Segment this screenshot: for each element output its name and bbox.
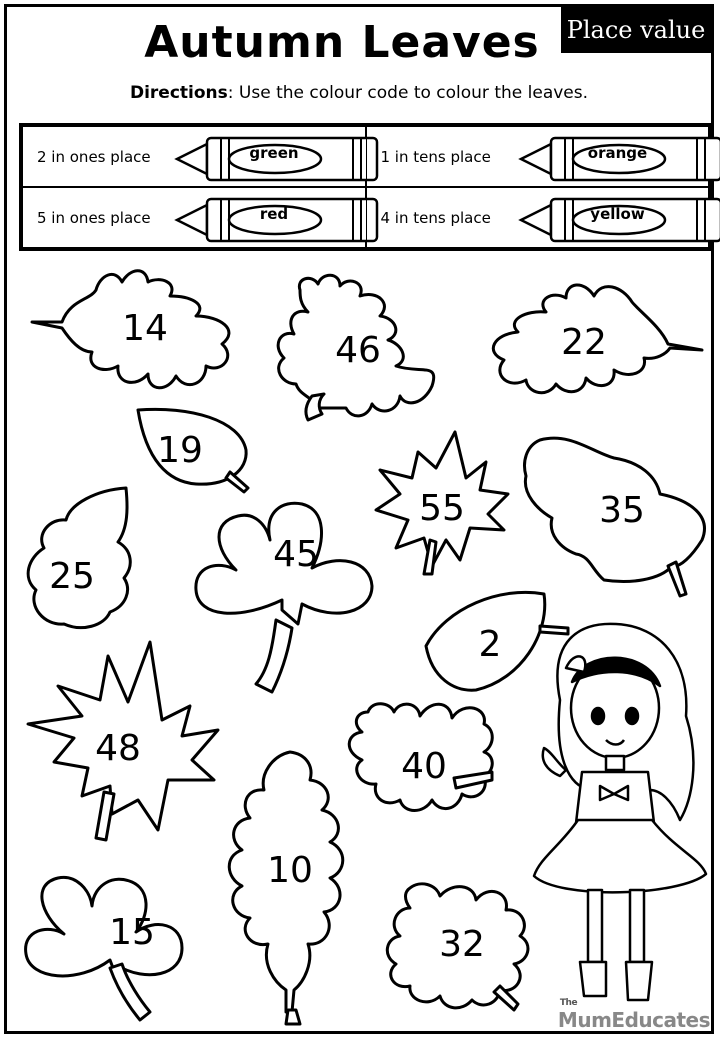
colour-label: yellow [590, 205, 645, 223]
leaf-number: 19 [157, 430, 203, 471]
girl-illustration [534, 624, 706, 1000]
topic-tag: Place value [561, 7, 711, 53]
leaf-40[interactable] [349, 704, 492, 811]
leaf-number: 14 [122, 308, 168, 349]
leaf-number: 45 [273, 534, 319, 575]
leaf-number: 55 [419, 488, 465, 529]
logo-small: The [559, 998, 578, 1008]
leaf-number: 15 [109, 912, 155, 953]
leaf-32[interactable] [387, 884, 528, 1010]
code-rule: 1 in tens place [380, 147, 491, 166]
leaf-number: 25 [49, 556, 95, 597]
directions-label: Directions [129, 83, 228, 103]
leaf-10[interactable] [229, 752, 343, 1024]
code-rule: 4 in tens place [380, 208, 491, 227]
worksheet-title: Autumn Leaves [144, 17, 540, 68]
leaf-22[interactable] [493, 285, 702, 393]
leaf-14[interactable] [32, 271, 229, 388]
leaf-25[interactable] [28, 488, 130, 628]
leaf-number: 35 [599, 490, 645, 531]
leaf-46[interactable] [278, 275, 434, 420]
leaf-number: 10 [267, 850, 313, 891]
code-rule: 2 in ones place [37, 147, 151, 166]
directions-text: : Use the colour code to colour the leaves. [227, 83, 589, 103]
colour-label: orange [587, 144, 648, 162]
logo-name: MumEducates [557, 1008, 710, 1032]
leaf-15[interactable] [26, 877, 182, 1020]
leaf-number: 2 [478, 624, 502, 665]
leaf-number: 32 [439, 924, 485, 965]
leaf-45[interactable] [196, 503, 372, 692]
leaf-35[interactable] [525, 438, 705, 596]
code-rule: 5 in ones place [37, 208, 151, 227]
leaf-48[interactable] [28, 642, 218, 840]
colour-label: green [249, 144, 299, 162]
leaf-number: 40 [401, 746, 447, 787]
leaf-number: 22 [561, 322, 607, 363]
leaf-19[interactable] [138, 409, 248, 492]
leaf-number: 48 [95, 728, 141, 769]
leaf-55[interactable] [376, 432, 508, 574]
publisher-logo [557, 998, 710, 1032]
leaf-number: 46 [335, 330, 381, 371]
colour-label: red [259, 205, 289, 223]
leaf-2[interactable] [426, 592, 568, 690]
